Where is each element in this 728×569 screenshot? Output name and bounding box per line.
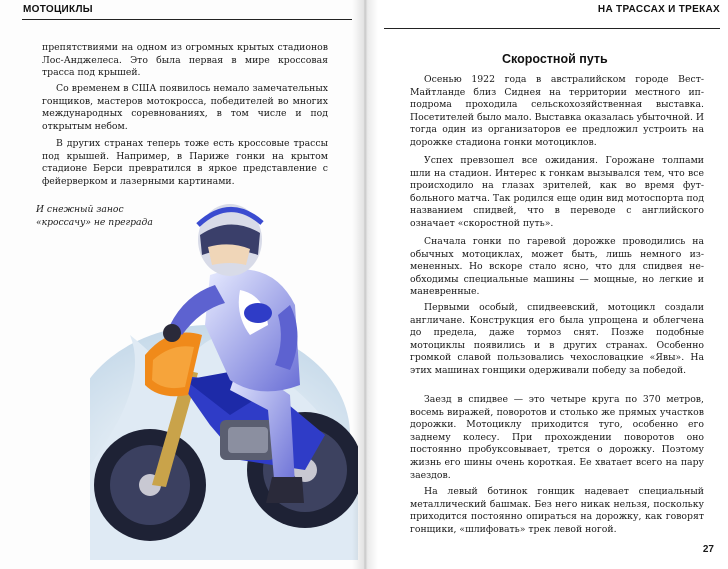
right-paragraph-5: Заезд в спидвее — это четыре круга по 370 метров, восемь виражей, поворотов и столько же прямых участков дорожки. Мотоциклу приходится туго, особенно его заднему колесу. При прохождении поворотов оно постоянно пробуксовывает, трется о дорожку. Поэтому жизнь его шины очень короткая. Ее хватает всего на пару заездов. <box>410 394 704 481</box>
right-header-rule <box>384 28 720 29</box>
right-paragraph-2: Успех превзошел все ожидания. Горожане толпами шли на стадион. Интерес к гонкам вызывался тем, что все происходило на глазах зрителей, как во время футбольного матча. Так родился еще один вид мотоспорта под названием спидвей, что в переводе с английского означает «скоростной путь». <box>410 155 704 229</box>
caption-line-2: «кроссачу» не преграда <box>36 216 153 228</box>
right-paragraph-3: Сначала гонки по гаревой дорожке проводились на обычных мотоциклах, может быть, лишь немного измененных. Но вскоре стало ясно, что для спидвея необходимы специальные машины — мощные, но легкие и маневренные. <box>410 236 704 298</box>
caption-line-1: И снежный занос <box>36 204 124 215</box>
page-number: 27 <box>702 544 714 555</box>
left-paragraph-3: В других странах теперь тоже есть кроссовые трассы под крышей. Например, в Париже гонки на крытом стадионе Берси превратился в яркое представление с фейерверком и лазерными картинами. <box>42 138 328 187</box>
right-paragraph-6: На левый ботинок гонщик надевает специальный металлический башмак. Без него никак нельзя, поскольку приходится постоянно опираться на дорожку, как говорят гонщики, «шлифовать» трек левой ногой. <box>410 486 704 535</box>
section-title: Скоростной путь <box>502 52 608 66</box>
right-page <box>364 0 728 569</box>
left-header-rule <box>22 19 352 20</box>
right-running-head: НА ТРАССАХ И ТРЕКАХ <box>597 4 720 15</box>
motocross-rider-illustration <box>90 185 358 560</box>
left-paragraph-2: Со временем в США появилось немало замечательных гонщиков, мастеров мотокросса, победителей во многих международных соревнованиях, в том числе и под открытым небом. <box>42 83 328 132</box>
left-running-head: МОТОЦИКЛЫ <box>23 4 93 15</box>
book-gutter-shadow <box>352 0 378 569</box>
right-paragraph-4: Первыми особый, спидвеевский, мотоцикл создали англичане. Конструкция его была упрощена и облегчена до предела, даже тормоз снят. Позже подобные мотоциклы появились и в других странах. Особенно громкой славой пользовались чехословацкие «Явы». На этих машинах гонщики одерживали победу за победой. <box>410 302 704 376</box>
right-paragraph-1: Осенью 1922 года в австралийском городе Вест-Майтланде близ Сиднея на территории местного ипподрома проходила сельскохозяйственная выставка. Посетителей было мало. Выставка оказалась убыточной. И тогда один из организаторов ее предложил устроить на дорожке стадиона гонки мотоциклов. <box>410 74 704 148</box>
left-paragraph-1: препятствиями на одном из огромных крытых стадионов Лос-Анджелеса. Это была первая в мире кроссовая трасса под крышей. <box>42 42 328 79</box>
